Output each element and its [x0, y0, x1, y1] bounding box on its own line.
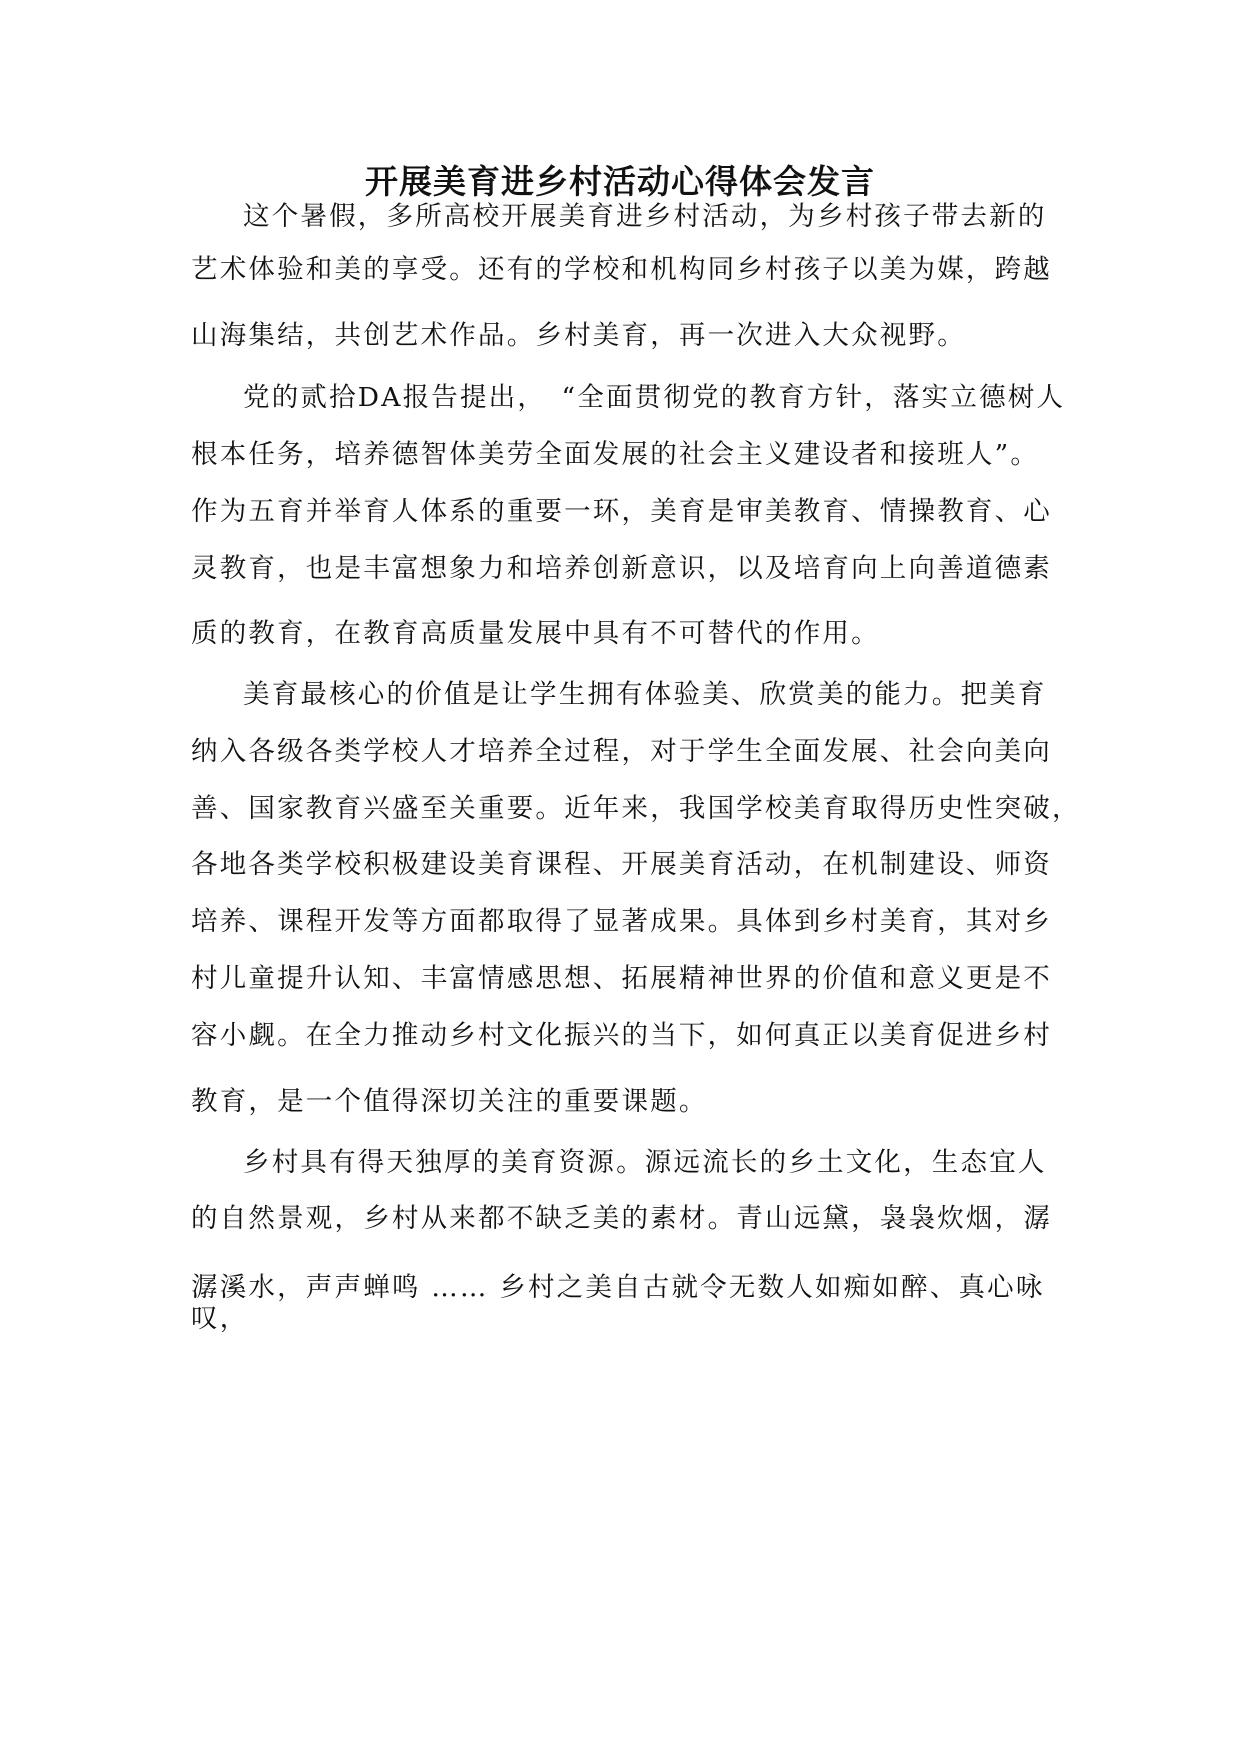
paragraph-line: 乡村具有得天独厚的美育资源。源远流长的乡土文化，生态宜人	[243, 1147, 1047, 1178]
paragraph-line: 叹，	[191, 1303, 249, 1334]
paragraph-line: 的自然景观，乡村从来都不缺乏美的素材。青山远黛，袅袅炊烟，潺	[191, 1203, 1052, 1234]
paragraph-line: 灵教育，也是丰富想象力和培养创新意识，以及培育向上向善道德素	[191, 553, 1052, 584]
paragraph-line: 培养、课程开发等方面都取得了显著成果。具体到乡村美育，其对乡	[191, 906, 1052, 937]
paragraph-line: 美育最核心的价值是让学生拥有体验美、欣赏美的能力。把美育	[243, 679, 1047, 710]
paragraph-line: 艺术体验和美的享受。还有的学校和机构同乡村孩子以美为媒，跨越	[191, 254, 1052, 285]
paragraph-line: 潺溪水，声声蝉鸣 …… 乡村之美自古就令无数人如痴如醉、真心咏	[191, 1272, 1045, 1303]
paragraph-line: 党的贰拾DA报告提出， “全面贯彻党的教育方针，落实立德树人	[243, 382, 1066, 413]
paragraph-line: 教育，是一个值得深切关注的重要课题。	[191, 1086, 708, 1117]
paragraph-line: 纳入各级各类学校人才培养全过程，对于学生全面发展、社会向美向	[191, 736, 1052, 767]
paragraph-line: 村儿童提升认知、丰富情感思想、拓展精神世界的价值和意义更是不	[191, 963, 1052, 994]
paragraph-line: 容小觑。在全力推动乡村文化振兴的当下，如何真正以美育促进乡村	[191, 1020, 1052, 1051]
paragraph-line: 山海集结，共创艺术作品。乡村美育，再一次进入大众视野。	[191, 320, 966, 351]
paragraph-line: 质的教育，在教育高质量发展中具有不可替代的作用。	[191, 618, 880, 649]
paragraph-line: 根本任务，培养德智体美劳全面发展的社会主义建设者和接班人”。	[191, 439, 1040, 470]
paragraph-line: 作为五育并举育人体系的重要一环，美育是审美教育、情操教育、心	[191, 496, 1052, 527]
paragraph-line: 善、国家教育兴盛至关重要。近年来，我国学校美育取得历史性突破，	[191, 793, 1081, 824]
paragraph-line: 各地各类学校积极建设美育课程、开展美育活动，在机制建设、师资	[191, 849, 1052, 880]
paragraph-line: 这个暑假，多所高校开展美育进乡村活动，为乡村孩子带去新的	[243, 201, 1047, 232]
document-title: 开展美育进乡村活动心得体会发言	[365, 162, 875, 201]
